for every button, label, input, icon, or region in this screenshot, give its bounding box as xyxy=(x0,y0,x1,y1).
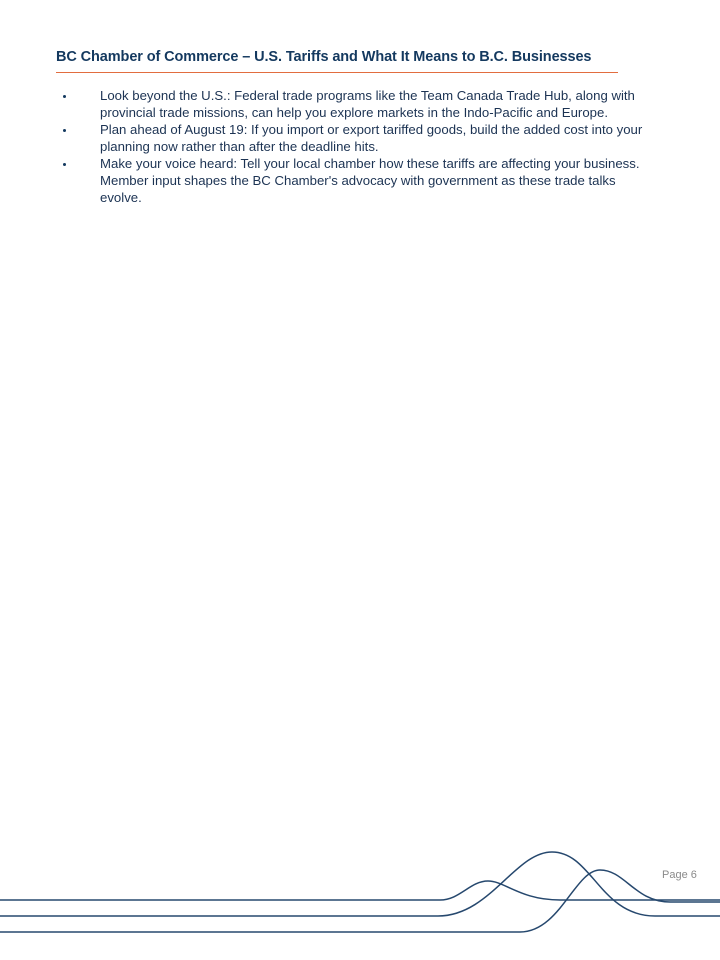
list-item xyxy=(56,121,656,155)
list-item-text: Plan ahead of August 19: If you import or export tariffed goods, build the added cost into your planning now rather than after the deadline hits. xyxy=(100,122,643,154)
bullet-icon xyxy=(63,163,66,166)
list-item xyxy=(56,155,656,206)
footer-wave-lines xyxy=(0,840,720,960)
page-header xyxy=(56,48,618,73)
bullet-icon xyxy=(63,129,66,132)
page-title: BC Chamber of Commerce – U.S. Tariffs and What It Means to B.C. Businesses xyxy=(56,49,592,65)
wave-lines-icon xyxy=(0,852,720,932)
header-divider xyxy=(56,72,618,73)
list-item-text: Make your voice heard: Tell your local chamber how these tariffs are affecting your business. Member input shapes the BC Chamber's advocacy with government as these trade talks evolve. xyxy=(100,156,640,205)
page-number: Page 6 xyxy=(662,869,697,881)
bullet-icon xyxy=(63,95,66,98)
list-item-text: Look beyond the U.S.: Federal trade programs like the Team Canada Trade Hub, along with provincial trade missions, can help you explore markets in the Indo-Pacific and Europe. xyxy=(100,88,635,120)
bullet-list xyxy=(56,87,656,206)
list-item xyxy=(56,87,656,121)
